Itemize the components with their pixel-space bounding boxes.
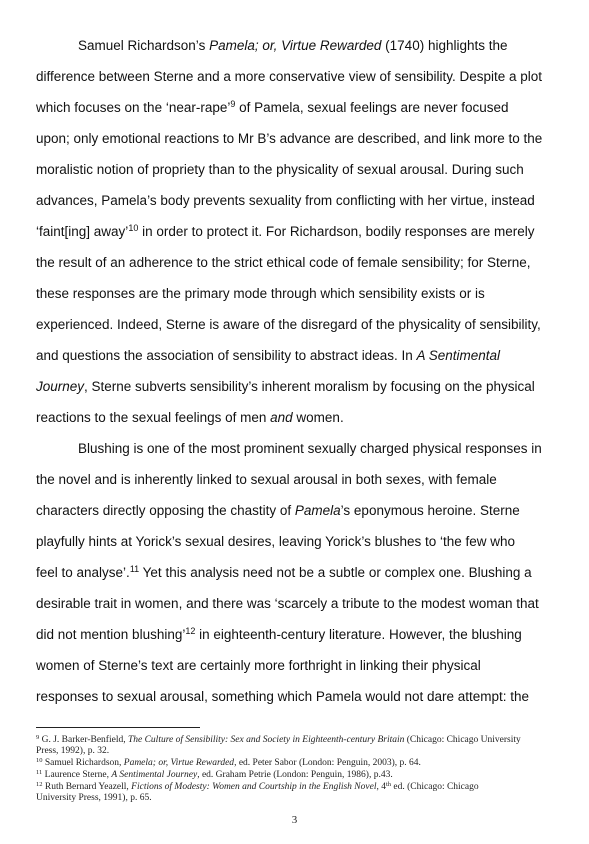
italic-text: A Sentimental [416,348,501,363]
text-run: , Sterne subverts sensibility’s inherent moralism by focusing on the physical [84,379,535,394]
body-line [36,286,546,302]
text-run: , 4 [376,782,386,792]
footnote-line [36,746,556,757]
italic-text: Pamela; or, Virtue Rewarded [123,758,235,768]
text-run: Press, 1992), p. 32. [36,746,110,756]
body-line [36,317,546,333]
text-run: and questions the association of sensibility to abstract ideas. In [36,348,417,363]
text-run: (1740) highlights the [381,38,508,53]
italic-text: Journey [36,379,85,394]
text-run: Yet this analysis need not be a subtle or complex one. Blushing a [139,565,532,580]
text-run: ’s eponymous heroine. Sterne [340,503,520,518]
text-run: , ed. Peter Sabor (London: Penguin, 2003), p. 64. [234,758,421,768]
text-run: characters directly opposing the chastity of [36,503,295,518]
footnote-line [36,758,556,769]
footnote-line [36,782,556,793]
text-run: did not mention blushing’ [36,627,186,642]
text-run: ‘faint[ing] away’ [36,224,129,239]
body-line [36,503,546,519]
page-number: 3 [291,814,298,826]
body-line [36,255,546,271]
body-line [36,193,546,209]
body-line [36,410,546,426]
text-run: Ruth Bernard Yeazell, [42,782,132,792]
body-line [36,131,546,147]
footnote-marker: 9 [36,734,40,741]
body-line [36,472,546,488]
footnote-marker: 12 [185,626,196,636]
italic-text: A Sentimental Journey [111,770,198,780]
body-line [36,162,546,178]
text-run: Samuel Richardson, [42,758,124,768]
footnote-marker: 11 [129,564,140,574]
footnote-marker: 10 [128,223,139,233]
body-line [36,534,546,550]
italic-text: and [270,410,293,425]
text-run: University Press, 1991), p. 65. [36,793,152,803]
footnote-line [36,793,556,804]
text-run: in order to protect it. For Richardson, bodily responses are merely [138,224,535,239]
body-line [36,224,546,240]
text-run: playfully hints at Yorick’s sexual desires, leaving Yorick’s blushes to ‘the few who [36,534,516,549]
text-run: these responses are the primary mode through which sensibility exists or is [36,286,485,301]
footnote-marker: th [385,781,392,788]
text-run: feel to analyse’. [36,565,130,580]
text-run: upon; only emotional reactions to Mr B’s advance are described, and link more to the [36,131,543,146]
italic-text: Pamela [294,503,341,518]
body-line [36,689,546,705]
body-line [78,441,546,457]
text-run: difference between Sterne and a more conservative view of sensibility. Despite a plot [36,69,543,84]
text-run: the novel and is inherently linked to sexual arousal in both sexes, with female [36,472,497,487]
footnote-marker: 12 [36,781,43,788]
footnote-marker: 9 [230,99,236,109]
footnote-line [36,735,556,746]
text-run: of Pamela, sexual feelings are never focused [235,100,509,115]
italic-text: The Culture of Sensibility: Sex and Society in Eighteenth-century Britain [127,735,405,745]
text-run: the result of an adherence to the strict ethical code of female sensibility; for Sterne, [36,255,531,270]
text-run: which focuses on the ‘near-rape’ [36,100,231,115]
text-run: G. J. Barker-Benfield, [39,735,128,745]
body-line [36,658,546,674]
body-line [36,565,546,581]
body-line [36,348,546,364]
body-line [36,100,546,116]
italic-text: Fictions of Modesty: Women and Courtship in the English Novel [131,782,377,792]
text-run: responses to sexual arousal, something which Pamela would not dare attempt: the [36,689,530,704]
footnote-marker: 10 [36,757,43,764]
body-line [78,38,546,54]
text-run: reactions to the sexual feelings of men [36,410,271,425]
footnote-line [36,770,556,781]
body-line [36,596,546,612]
footnote-marker: 11 [36,769,43,776]
text-run: ed. (Chicago: Chicago [391,782,479,792]
body-line [36,627,546,643]
body-line [36,379,546,395]
text-run: moralistic notion of propriety than to the physicality of sexual arousal. During such [36,162,524,177]
body-line [36,69,546,85]
text-run: in eighteenth-century literature. However, the blushing [195,627,522,642]
text-run: women of Sterne’s text are certainly more forthright in linking their physical [36,658,481,673]
text-run: , ed. Graham Petrie (London: Penguin, 1986), p.43. [197,770,393,780]
italic-text: Pamela; or, Virtue Rewarded [209,38,382,53]
text-run: Blushing is one of the most prominent sexually charged physical responses in [78,441,542,456]
text-run: Samuel Richardson’s [78,38,210,53]
text-run: experienced. Indeed, Sterne is aware of the disregard of the physicality of sensibility, [36,317,541,332]
text-run: advances, Pamela’s body prevents sexuality from conflicting with her virtue, instead [36,193,535,208]
text-run: (Chicago: Chicago University [404,735,521,745]
text-run: Laurence Sterne, [42,770,112,780]
text-run: desirable trait in women, and there was ‘scarcely a tribute to the modest woman that [36,596,539,611]
footnote-separator [36,727,200,728]
text-run: women. [292,410,344,425]
